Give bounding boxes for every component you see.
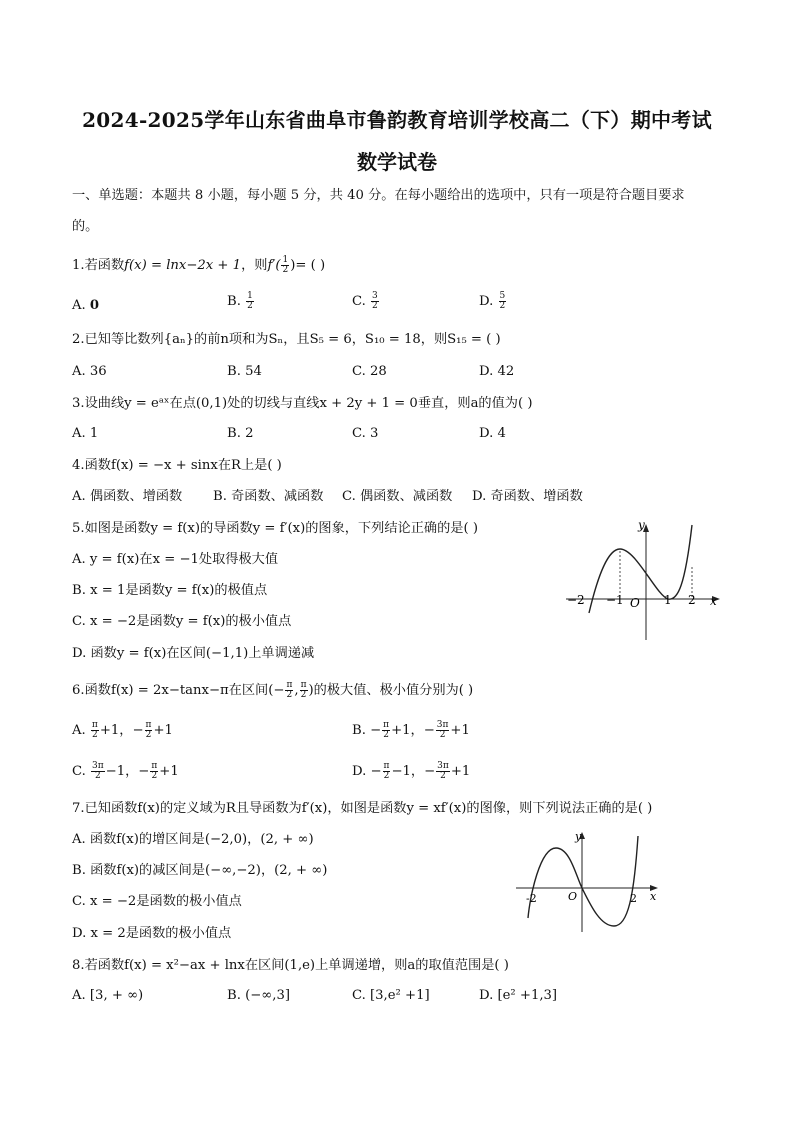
q1-b-label: B. — [227, 294, 241, 309]
question-8: 8.若函数f(x) = x²−ax + lnx在区间(1,e)上单调递增，则a的取值范围是( ) — [72, 958, 509, 973]
q1-c-label: C. — [352, 294, 366, 309]
q2-option-b: B. 54 — [227, 364, 262, 379]
question-4: 4.函数f(x) = −x + sinx在R上是( ) — [72, 458, 282, 473]
q1-fraction: $\frac{1}{2}$ — [282, 255, 289, 275]
q1-d-den: 2 — [499, 301, 506, 311]
q3-option-d: D. 4 — [479, 426, 506, 441]
q1-a-label: A. — [72, 298, 86, 313]
q1-c-num: 3 — [372, 291, 378, 301]
q3-option-a: A. 1 — [72, 426, 99, 441]
q7-graph — [510, 826, 665, 936]
q7-option-a: A. 函数f(x)的增区间是(−2,0)，(2, + ∞) — [72, 832, 314, 847]
q1-function: f(x) = lnx−2x + 1 — [124, 258, 242, 273]
q6-c-label: C. — [72, 764, 86, 779]
q6-interval-left: $\frac{\pi}{2}$ — [286, 680, 293, 700]
q1-option-a — [72, 296, 99, 316]
q5-option-d: D. 函数y = f(x)在区间(−1,1)上单调递减 — [72, 646, 315, 661]
q1-stem-c: = ( ) — [295, 258, 326, 273]
q5-derivative-graph — [560, 515, 730, 645]
q6-option-b: B. − $\frac{\pi}{2}$ +1，− $\frac{3\pi}{2}$ +1 — [352, 720, 470, 740]
q6-option-d: D. − $\frac{\pi}{2}$ −1，− $\frac{3\pi}{2}$ +1 — [352, 761, 471, 781]
q6-b-frac1: $\frac{\pi}{2}$ — [383, 720, 390, 740]
question-3: 3.设曲线y = eᵃˣ在点(0,1)处的切线与直线x + 2y + 1 = 0垂直，则a的值为( ) — [72, 396, 533, 411]
q1-c-fraction — [371, 292, 379, 311]
q4-option-d: D. 奇函数、增函数 — [472, 489, 583, 504]
q7-origin-label: O — [568, 890, 578, 903]
q3-option-c: C. 3 — [352, 426, 379, 441]
q3-option-b: B. 2 — [227, 426, 254, 441]
question-7: 7.已知函数f(x)的定义域为R且导函数为f′(x)，如图是函数y = xf′(x)的图像，则下列说法正确的是( ) — [72, 801, 653, 816]
q1-d-num: 5 — [499, 291, 506, 301]
q7-option-c: C. x = −2是函数的极小值点 — [72, 894, 242, 909]
q2-option-d: D. 42 — [479, 364, 515, 379]
q5-tick-neg2: −2 — [567, 593, 585, 607]
question-5: 5.如图是函数y = f(x)的导函数y = f′(x)的图象，下列结论正确的是( ) — [72, 521, 478, 536]
q6-b-label: B. — [352, 723, 366, 738]
q6-stem-b: )的极大值、极小值分别为( ) — [308, 683, 474, 698]
q7-y-label: y — [575, 830, 582, 843]
question-2: 2.已知等比数列{aₙ}的前n项和为Sₙ，且S₅ = 6，S₁₀ = 18，则S₁₅ = ( ) — [72, 332, 501, 347]
q5-option-c: C. x = −2是函数y = f(x)的极小值点 — [72, 614, 292, 629]
q6-a-frac2: $\frac{\pi}{2}$ — [145, 720, 152, 740]
q1-d-label: D. — [479, 294, 494, 309]
section-header: 一、单选题：本题共 8 小题，每小题 5 分，共 40 分。在每小题给出的选项中，只有一项是符合题目要求 — [72, 188, 685, 203]
q2-option-c: C. 28 — [352, 364, 387, 379]
question-6: 6.函数f(x) = 2x−tanx−π在区间(− $\frac{\pi}{2}$ , $\frac{\pi}{2}$ )的极大值、极小值分别为( ) — [72, 680, 474, 700]
q6-a-label: A. — [72, 723, 86, 738]
q6-c-frac2: $\frac{\pi}{2}$ — [151, 761, 158, 781]
q5-curve — [589, 525, 692, 613]
q1-c-den: 2 — [372, 301, 378, 311]
q1-derivative: f′( — [267, 258, 281, 273]
q5-tick-2: 2 — [688, 593, 696, 607]
q5-tick-neg1: −1 — [606, 593, 624, 607]
q6-a-frac1: $\frac{\pi}{2}$ — [91, 720, 98, 740]
q7-curve — [528, 836, 638, 926]
q5-tick-1: 1 — [664, 593, 672, 607]
q6-d-frac1: $\frac{\pi}{2}$ — [383, 761, 390, 781]
q5-x-label: x — [710, 594, 717, 608]
exam-subtitle: 数学试卷 — [357, 150, 437, 174]
q1-a-value: 0 — [89, 298, 100, 313]
q7-x-label: x — [650, 890, 657, 903]
q2-option-a: A. 36 — [72, 364, 107, 379]
q6-b-frac2: $\frac{3\pi}{2}$ — [436, 720, 449, 740]
q5-y-label: y — [638, 518, 645, 532]
q8-option-d: D. [e² +1,3] — [479, 988, 558, 1003]
q1-b-num: 1 — [247, 291, 253, 301]
q1-b-fraction — [246, 292, 254, 311]
q8-option-c: C. [3,e² +1] — [352, 988, 430, 1003]
q7-option-d: D. x = 2是函数的极小值点 — [72, 926, 232, 941]
exam-title: 2024-2025学年山东省曲阜市鲁韵教育培训学校高二（下）期中考试 — [82, 108, 712, 132]
question-1 — [72, 256, 325, 276]
q6-c-frac1: $\frac{3\pi}{2}$ — [92, 761, 104, 781]
q6-d-label: D. — [352, 764, 367, 779]
q1-option-b — [227, 292, 255, 312]
q8-option-b: B. (−∞,3] — [227, 988, 290, 1003]
q8-option-a: A. [3, + ∞) — [72, 988, 144, 1003]
q6-option-a: A. $\frac{\pi}{2}$ +1，− $\frac{\pi}{2}$ +1 — [72, 720, 173, 740]
q6-interval-right: $\frac{\pi}{2}$ — [300, 680, 307, 700]
q5-option-b: B. x = 1是函数y = f(x)的极值点 — [72, 583, 268, 598]
q5-origin-label: O — [630, 596, 640, 610]
q1-deriv-close: ) — [290, 258, 296, 273]
q1-option-d — [479, 292, 507, 312]
q4-option-b: B. 奇函数、减函数 — [213, 489, 324, 504]
q6-d-frac2: $\frac{3\pi}{2}$ — [437, 761, 449, 781]
q6-stem-a: 6.函数f(x) = 2x−tanx−π在区间(− — [72, 683, 285, 698]
q1-option-c — [352, 292, 380, 312]
q7-tick-neg2: -2 — [526, 892, 537, 905]
q1-stem-b: ，则 — [241, 258, 268, 273]
q1-stem-a: 1.若函数 — [72, 258, 125, 273]
q4-option-c: C. 偶函数、减函数 — [342, 489, 453, 504]
q1-b-den: 2 — [247, 301, 253, 311]
q7-tick-2: 2 — [630, 892, 637, 905]
q4-option-a: A. 偶函数、增函数 — [72, 489, 183, 504]
q1-d-fraction — [499, 292, 507, 311]
q7-option-b: B. 函数f(x)的减区间是(−∞,−2)，(2, + ∞) — [72, 863, 328, 878]
section-header-cont: 的。 — [72, 219, 99, 234]
q5-option-a: A. y = f(x)在x = −1处取得极大值 — [72, 552, 279, 567]
q6-option-c: C. $\frac{3\pi}{2}$ −1，− $\frac{\pi}{2}$ +1 — [72, 761, 179, 781]
